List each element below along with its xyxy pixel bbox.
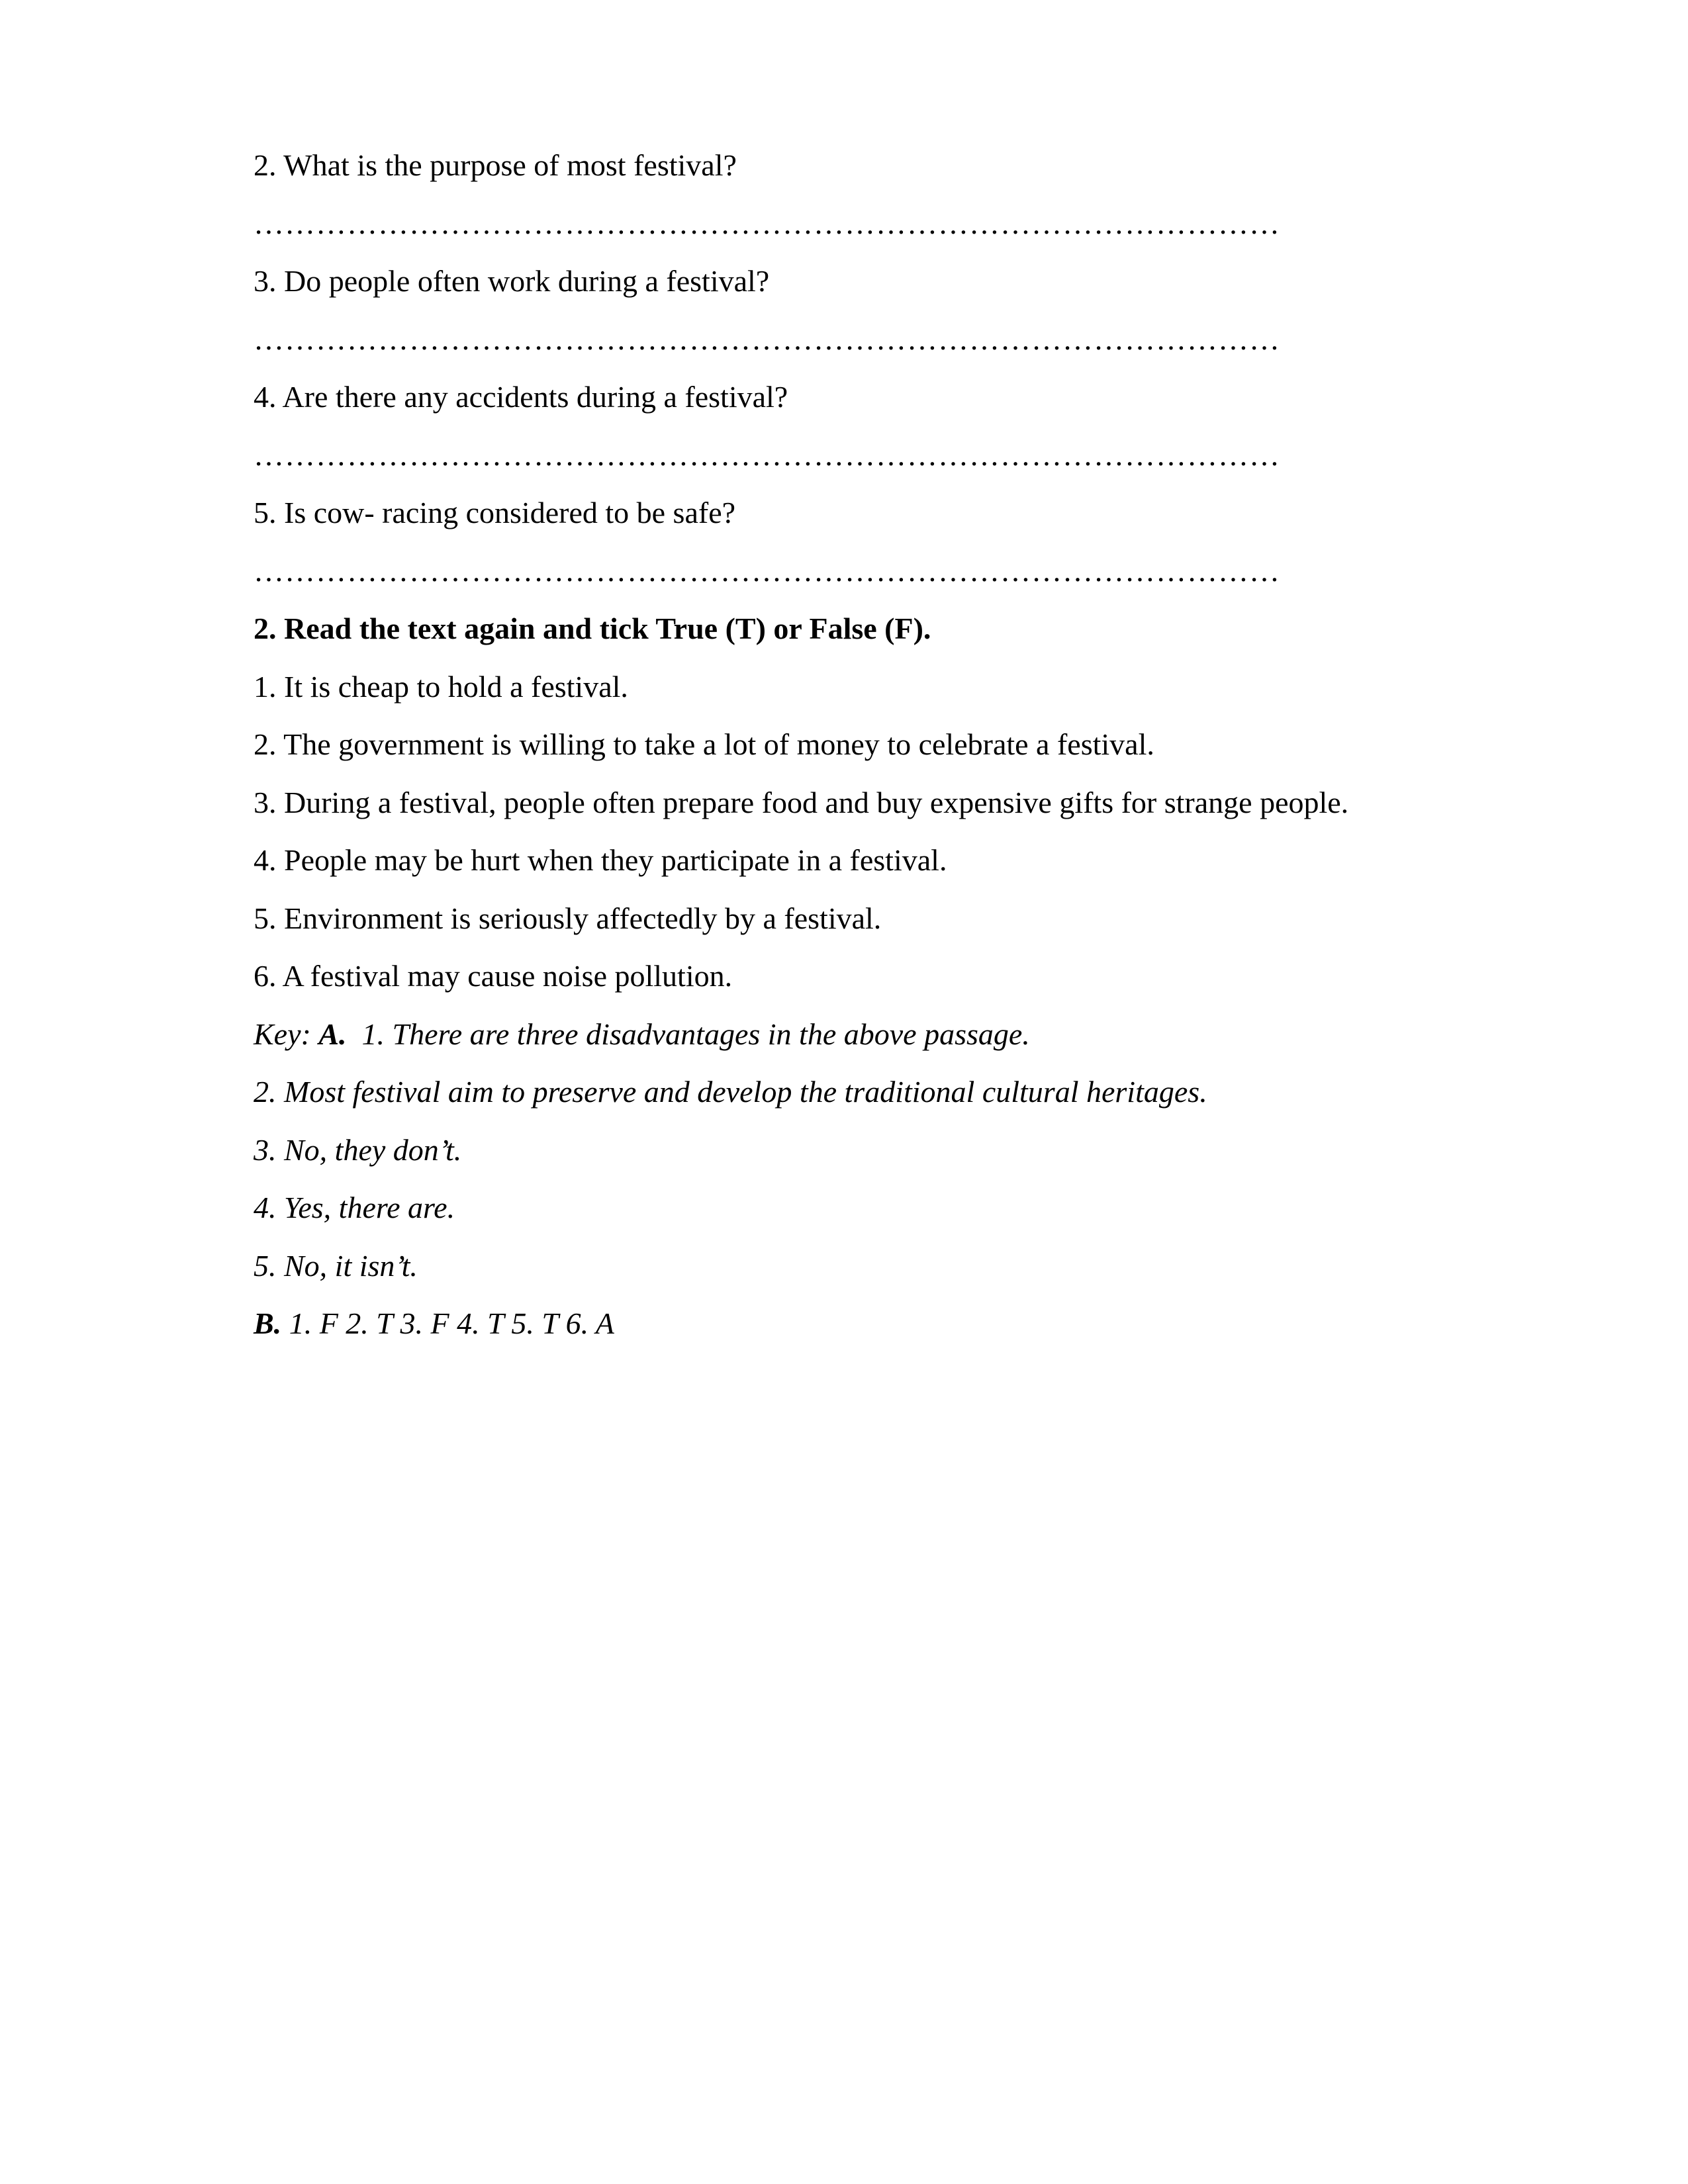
statement-2: 2. The government is willing to take a lot of money to celebrate a festival. bbox=[254, 727, 1154, 761]
key-part-a-answer-4: 4. Yes, there are. bbox=[254, 1191, 455, 1224]
question-3: 3. Do people often work during a festival? bbox=[254, 264, 770, 298]
question-5: 5. Is cow- racing considered to be safe? bbox=[254, 496, 736, 529]
key-part-a-label: A. bbox=[318, 1017, 347, 1051]
answer-line-2: ……………………………………………………………………………………… bbox=[254, 206, 1280, 240]
key-part-b-line bbox=[254, 1305, 614, 1342]
key-part-a-answer-1: 1. There are three disadvantages in the above passage. bbox=[346, 1017, 1030, 1051]
statement-5: 5. Environment is seriously affectedly by a festival. bbox=[254, 901, 882, 935]
question-4: 4. Are there any accidents during a festival? bbox=[254, 380, 788, 414]
answer-line-3: ……………………………………………………………………………………… bbox=[254, 322, 1280, 356]
answer-line-5: ……………………………………………………………………………………… bbox=[254, 554, 1280, 588]
key-part-a-answer-5: 5. No, it isn’t. bbox=[254, 1249, 418, 1283]
key-part-a-answer-3: 3. No, they don’t. bbox=[254, 1133, 462, 1167]
statement-3: 3. During a festival, people often prepare food and buy expensive gifts for strange people. bbox=[254, 786, 1349, 819]
answer-line-4: ……………………………………………………………………………………… bbox=[254, 438, 1280, 472]
question-2: 2. What is the purpose of most festival? bbox=[254, 148, 737, 182]
statement-4: 4. People may be hurt when they participate in a festival. bbox=[254, 843, 947, 877]
key-part-a-answer-2: 2. Most festival aim to preserve and develop the traditional cultural heritages. bbox=[254, 1075, 1207, 1109]
key-part-a-line-1 bbox=[254, 1016, 1030, 1053]
statement-6: 6. A festival may cause noise pollution. bbox=[254, 959, 733, 993]
key-part-b-label: B. bbox=[254, 1306, 282, 1340]
statement-1: 1. It is cheap to hold a festival. bbox=[254, 670, 628, 704]
section-2-heading: 2. Read the text again and tick True (T) or False (F). bbox=[254, 612, 931, 645]
key-prefix: Key: bbox=[254, 1017, 319, 1051]
key-part-b-answers: 1. F 2. T 3. F 4. T 5. T 6. A bbox=[281, 1306, 614, 1340]
